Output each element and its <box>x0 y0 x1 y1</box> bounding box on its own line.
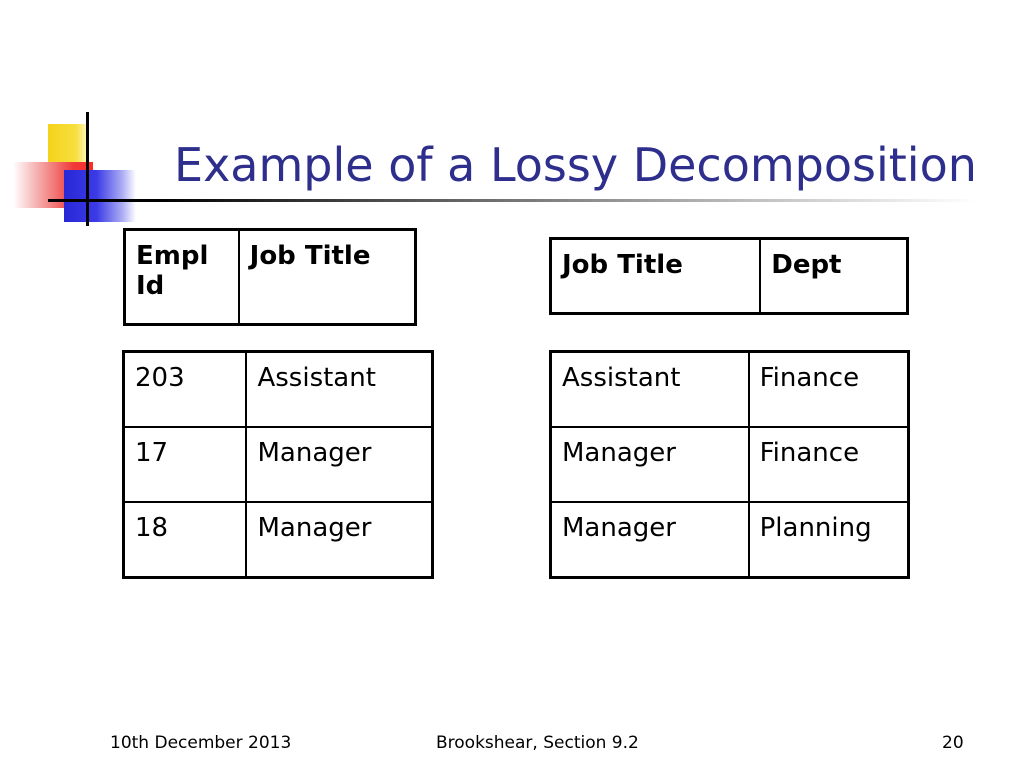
title-underline <box>48 199 976 202</box>
cell-dept: Finance <box>749 427 908 502</box>
table-row <box>125 230 415 324</box>
footer-source: Brookshear, Section 9.2 <box>436 733 639 753</box>
header-cell-job-title: Job Title <box>239 230 415 324</box>
cell-job-title: Assistant <box>551 352 749 427</box>
table-row <box>551 352 908 427</box>
cell-dept: Planning <box>749 502 908 577</box>
footer-page-number: 20 <box>942 733 964 753</box>
footer-date: 10th December 2013 <box>110 733 292 753</box>
cell-empl-id: 17 <box>124 427 246 502</box>
logo-vertical-line <box>86 112 89 226</box>
table-row <box>124 502 432 577</box>
slide-logo <box>0 0 200 240</box>
cell-job-title: Manager <box>246 427 432 502</box>
header-cell-empl-id: Empl Id <box>125 230 239 324</box>
table-row <box>124 427 432 502</box>
cell-dept: Finance <box>749 352 908 427</box>
cell-job-title: Manager <box>551 502 749 577</box>
cell-job-title: Assistant <box>246 352 432 427</box>
job-dept-data-table <box>550 351 909 578</box>
cell-job-title: Manager <box>246 502 432 577</box>
header-cell-dept: Dept <box>760 239 907 313</box>
slide-title: Example of a Lossy Decomposition <box>174 138 977 192</box>
logo-blue-square <box>64 170 136 222</box>
table-row <box>551 239 907 313</box>
cell-job-title: Manager <box>551 427 749 502</box>
logo-yellow-square <box>48 124 88 166</box>
empl-job-data-table <box>123 351 433 578</box>
cell-empl-id: 203 <box>124 352 246 427</box>
table-row <box>551 502 908 577</box>
job-dept-header-table <box>550 238 908 314</box>
table-row <box>124 352 432 427</box>
header-cell-job-title: Job Title <box>551 239 760 313</box>
empl-job-header-table <box>124 229 416 325</box>
table-row <box>551 427 908 502</box>
cell-empl-id: 18 <box>124 502 246 577</box>
